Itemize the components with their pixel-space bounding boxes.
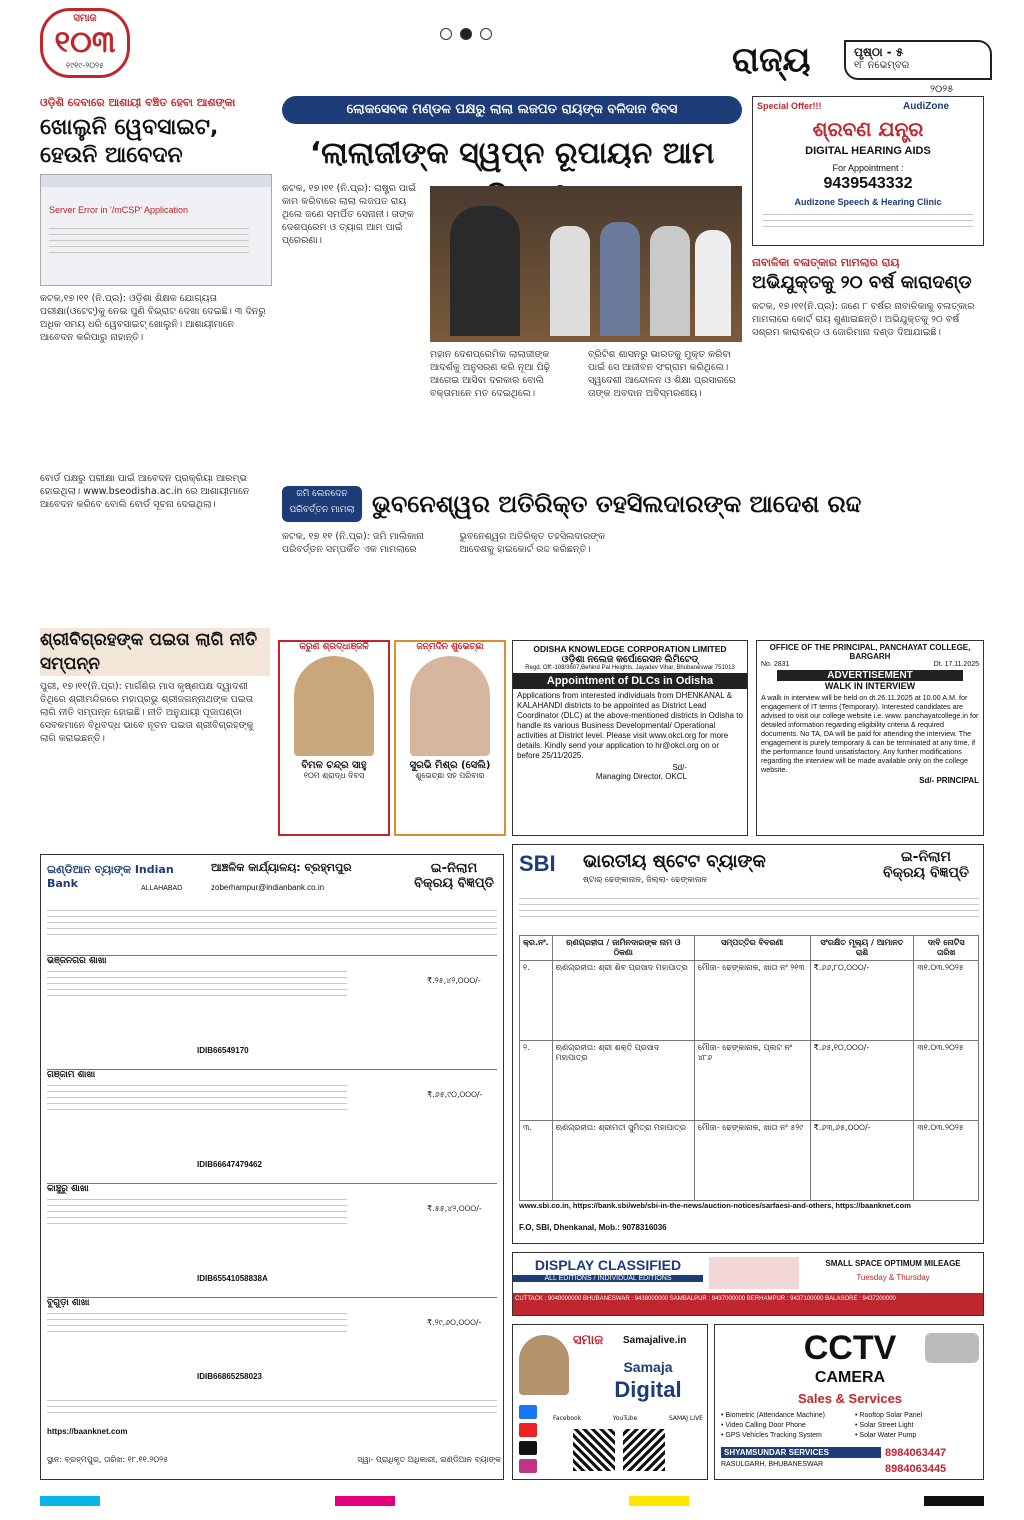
indian-bank-email[interactable]: zoberhampur@indianbank.co.in — [211, 883, 325, 892]
sbi-contact: F.O, SBI, Dhenkanal, Mob.: 9078316036 — [519, 1223, 667, 1232]
indian-bank-office: ଆଞ୍ଚଳିକ କାର୍ଯ୍ୟାଳୟ: ବ୍ରହ୍ମପୁର — [211, 861, 352, 874]
land-tag-1: ଜମି ଲେନଦେନ — [296, 489, 348, 499]
sbi-website[interactable]: www.sbi.co.in, https://bank.sbi/web/sbi-in-the-news/auction-notices/sarfaesi-and-others, https://baanknet.com — [519, 1201, 911, 1210]
branch-id: IDIB66647479462 — [197, 1160, 262, 1169]
okcl-address: Regd. Off:-108/3607,Behind Pal Heights, Jayadev Vihar, Bhubaneswar 751013 — [525, 665, 735, 671]
tribute-2-photo — [410, 656, 490, 756]
cctv-service: Sales & Services — [797, 1391, 903, 1406]
classified-small-space: SMALL SPACE OPTIMUM MILEAGE — [825, 1259, 961, 1268]
classified-sub: ALL EDITIONS / INDIVIDUAL EDITIONS — [513, 1275, 703, 1282]
otet-kicker: ଓଡ଼ିଶି ଦେବାରେ ଆଶାୟୀ ବଞ୍ଚିତ ହେବା ଆଶଙ୍କା — [40, 96, 236, 109]
sbi-col-no: କ୍ର.ନଂ. — [520, 936, 553, 961]
date-box — [844, 40, 992, 80]
samaja-digital-ad — [512, 1324, 708, 1480]
court-body: କଟକ, ୧୭।୧୧(ନି.ପ୍ର): ଜଣେ ୮ ବର୍ଷର ନାବାଳିକାକୁ ବଳାତ୍କାର ମାମଲାରେ କୋର୍ଟ ରାୟ ଶୁଣାଇଛନ୍ତି। ଅଭିଯୁକ୍ତକୁ ୨୦ ବର୍ଷ ସଶ୍ରମ କାରାଦଣ୍ଡ ଓ ଜୋରିମାନା ଦଣ୍ଡ ଦିଆଯାଇଛି। — [752, 301, 975, 338]
otet-screenshot — [40, 174, 272, 286]
indian-bank-notice-2: ବିକ୍ରୟ ବିଜ୍ଞପ୍ତି — [414, 876, 494, 891]
sbi-col-property: ସମ୍ପତ୍ତିର ବିବରଣୀ — [694, 936, 810, 961]
logo-anniversary-number: ୧୦୩ — [54, 25, 116, 60]
branch-name: ବୁଗୁଡ଼ା ଶାଖା — [47, 1298, 90, 1308]
court-story — [752, 256, 984, 486]
samaja-digital-site[interactable]: Samajalive.in — [623, 1335, 687, 1346]
indian-bank-sign: ସ୍ୱା- ପ୍ରାଧିକୃତ ଅଧିକାରୀ, ଇଣ୍ଡିଆନ ବ୍ୟାଙ୍କ — [357, 1455, 501, 1464]
okcl-body: Applications from interested individuals from DHENKANAL & KALAHANDI districts to be appointed as District Lead Coordinator (DLC) at the above-mentioned districts in Odisha to handle its various Business Developmental/ Operational activities at District level. Please visit www.okcl.org for more details. Kindly send your application to hr@okcl.org on or before 25/11/2025. — [517, 691, 743, 760]
cctv-list-right: • Rooftop Solar Panel • Solar Street Light • Solar Water Pump — [855, 1412, 923, 1439]
page-number: ପୃଷ୍ଠା - ୫ — [854, 45, 904, 59]
indian-bank-footer: ସ୍ଥାନ: ବ୍ରହ୍ମପୁର, ତାରିଖ: ୧୮.୧୧.୨୦୨୫ — [47, 1455, 169, 1464]
lead-column-1: କଟକ, ୧୭।୧୧ (ନି.ପ୍ର): ରାଷ୍ଟ୍ର ପାଇଁ କାମ କରିବାରେ ଲାଲା ଲଜପତ ରାୟ ଥିଲେ ଜଣେ ସମର୍ପିତ ସେନାନୀ। ତାଙ୍କ ଦେଶପ୍ରେମ ଓ ତ୍ୟାଗ ଆମ ପାଇଁ ପ୍ରେରଣା। — [282, 183, 417, 246]
classified-contacts: CUTTACK : 9040000000 BHUBANESWAR : 9438000000 SAMBALPUR : 9437000000 BERHAMPUR : 9437100000 BALASORE : 9437200000 — [513, 1293, 983, 1315]
audizone-ad — [752, 96, 984, 246]
okcl-ad — [512, 640, 748, 836]
otet-headline: ଖୋଲୁନି ୱେବସାଇଟ, ହେଉନି ଆବେଦନ — [40, 115, 219, 168]
indian-bank-notice-title — [411, 861, 497, 891]
ad-clinic: Audizone Speech & Hearing Clinic — [794, 197, 942, 207]
college-no: No. 2831 — [761, 661, 790, 668]
branch-id: IDIB66865258023 — [197, 1372, 262, 1381]
qr-code — [623, 1429, 665, 1471]
samaja-digital-label2: Digital — [614, 1377, 682, 1402]
section-title: ରାଜ୍ୟ — [732, 40, 811, 80]
branch-amount: ₹.୨୯,୬୦,୦୦୦/- — [427, 1318, 482, 1327]
cctv-phone-1[interactable]: 8984063447 — [885, 1447, 947, 1459]
lead-column-4: ବ୍ରିଟିଶ ଶାସନରୁ ଭାରତକୁ ମୁକ୍ତ କରିବା ପାଇଁ ସେ ଆଜୀବନ ସଂଗ୍ରାମ କରିଥିଲେ। ସ୍ୱଦେଶୀ ଆନ୍ଦୋଳନ ଓ ଶିକ୍ଷା ପ୍ରସାରରେ ତାଙ୍କ ଅବଦାନ ଅବିସ୍ମରଣୀୟ। — [588, 349, 736, 399]
youtube-icon[interactable] — [519, 1423, 537, 1437]
tribute-1-photo — [294, 656, 374, 756]
sbi-col-date: ଦାବି ନୋଟିସ ତାରିଖ — [914, 936, 979, 961]
lead-story — [282, 96, 742, 480]
issue-year: ୨୦୨୫ — [930, 84, 954, 95]
classified-banner — [512, 1252, 984, 1316]
okcl-title-en: ODISHA KNOWLEDGE CORPORATION LIMITED — [533, 644, 727, 654]
samaja-digital-label1: Samaja — [623, 1359, 673, 1375]
anniversary-logo — [40, 8, 130, 78]
table-row: ୧. ଋଣଗ୍ରହୀତା: ଶ୍ରୀ ଶିବ ପ୍ରସାଦ ମହାପାତ୍ର ମୌଜା- ଢେଙ୍କାନାଳ, ଖାତା ନଂ ୨୧୩ ₹.୬୬,୮୦,୦୦୦/- ୩୧.୦୩.୨୦୨୫ — [520, 961, 979, 1041]
tribute-1-heading: କରୁଣ ଶ୍ରଦ୍ଧାଞ୍ଜଳି — [299, 642, 369, 652]
sbi-name: ଭାରତୀୟ ଷ୍ଟେଟ ବ୍ୟାଙ୍କ — [583, 851, 766, 872]
ad-phone[interactable]: 9439543332 — [823, 175, 913, 192]
okcl-headline: Appointment of DLCs in Odisha — [513, 673, 747, 689]
sbi-col-reserve: ସଂରକ୍ଷିତ ମୂଲ୍ୟ / ଆମାନତ ରାଶି — [810, 936, 914, 961]
court-headline: ଅଭିଯୁକ୍ତକୁ ୨୦ ବର୍ଷ କାରାଦଣ୍ଡ — [752, 272, 972, 293]
land-headline: ଭୁବନେଶ୍ୱର ଅତିରିକ୍ତ ତହସିଲଦାରଙ୍କ ଆଦେଶ ରଦ୍ଦ — [372, 490, 862, 518]
server-error-text: Server Error in '/mCSP' Application — [49, 205, 188, 215]
land-tag — [282, 486, 362, 522]
indian-bank-notice — [40, 854, 504, 1480]
sbi-notice-2: ବିକ୍ରୟ ବିଜ୍ଞପ୍ତି — [883, 865, 969, 881]
tribute-2 — [394, 640, 506, 836]
tribute-2-note: ଶୁଭେଚ୍ଛା ସହ ପରିବାର — [415, 771, 485, 780]
ad-special-offer: Special Offer!!! — [757, 101, 822, 111]
cctv-phone-2[interactable]: 8984063445 — [885, 1463, 947, 1475]
x-icon[interactable] — [519, 1441, 537, 1455]
court-kicker: ନାବାଳିକା ବଳାତ୍କାର ମାମଲାର ରାୟ — [752, 256, 900, 269]
sbi-table — [519, 935, 979, 1201]
social-icons — [519, 1405, 549, 1473]
college-body: A walk in interview will be held on dt.26.11.2025 at 10.00 A.M. for engagement of IT terms (Temporary). Interested candidates are advised to visit our college website i.e. www. panchayatcollege.in for detailed information regarding eligibility criteria & required documents. No TA, DA will be paid for attending the interview. The engagement is purely temporary & can be terminated at any time, if the performance found unsatisfactory. Any further modifications regarding the interview will be made available only on the college website. — [761, 693, 979, 774]
college-title: ADVERTISEMENT — [777, 670, 963, 681]
logo-years: ୧୯୧୯-୨୦୨୫ — [66, 61, 104, 70]
branch-block — [47, 1069, 497, 1179]
cctv-ad — [714, 1324, 984, 1480]
college-sign: Sd/- PRINCIPAL — [919, 776, 979, 785]
college-sub: WALK IN INTERVIEW — [824, 681, 916, 691]
branch-block — [47, 1183, 497, 1293]
ad-brand: AudiZone — [903, 101, 950, 112]
tribute-1-note: ୧୦ମ ଶ୍ରାଦ୍ଧ ଦିବସ — [303, 771, 365, 780]
okcl-sign-title: Managing Director, OKCL — [595, 772, 687, 781]
sbi-branch: ଷ୍ଟାର୍ ଢେଙ୍କାନାଳ, ଜିଲ୍ଲା- ଢେଙ୍କାନାଳ — [583, 875, 708, 884]
branch-amount: ₹.୫୫,୪୨,୦୦୦/- — [427, 1204, 482, 1213]
tribute-1 — [278, 640, 390, 836]
lead-strap: ଲୋକସେବକ ମଣ୍ଡଳ ପକ୍ଷରୁ ଲାଲା ଲଜପତ ରାୟଙ୍କ ବଳିଦାନ ଦିବସ — [282, 96, 742, 124]
masthead — [0, 0, 1024, 95]
classified-rates — [709, 1257, 799, 1289]
branch-block — [47, 955, 497, 1065]
puri-body: ପୁରୀ, ୧୭।୧୧(ନି.ପ୍ର): ମାର୍ଗଶିର ମାସ କୃଷ୍ଣପକ୍ଷ ଦ୍ୱାଦଶୀ ତିଥିରେ ଶ୍ରୀମନ୍ଦିରରେ ମହାପ୍ରଭୁ ଶ୍ରୀଜଗନ୍ନାଥଙ୍କ ପଇତା ଲାଗି ନୀତି ସମ୍ପନ୍ନ ହୋଇଛି। ନୀତି ଅନୁଯାୟୀ ପୂଜାପଣ୍ଡା ସେବକମାନେ ବିଧିବଦ୍ଧ ଭାବେ ନୂତନ ପଇତା ଶ୍ରୀବିଗ୍ରହଙ୍କୁ ଲାଗି କରାଇଛନ୍ତି। — [40, 681, 254, 744]
branch-amount: ₹.୨୫,୪୨,୦୦୦/- — [427, 976, 481, 985]
puri-story — [40, 628, 270, 848]
color-registration-bar — [40, 1496, 984, 1508]
otet-body-1: କଟକ,୧୭।୧୧ (ନି.ପ୍ର): ଓଡ଼ିଶା ଶିକ୍ଷକ ଯୋଗ୍ୟତା ପରୀକ୍ଷା(ଓଟେଟ୍)କୁ ନେଇ ପୁଣି ବିଭ୍ରାଟ ଦେଖା ଦେଇଛି। ୩ ଦିନରୁ ଅଧିକ ସମୟ ଧରି ୱେବସାଇଟ୍ ଖୋଲୁନି। ଆଶାୟୀମାନେ ଆବେଦନ କରିପାରୁ ନାହାନ୍ତି। — [40, 293, 266, 343]
cctv-company: SHYAMSUNDAR SERVICES — [721, 1447, 881, 1458]
table-row: ୩. ଋଣଗ୍ରହୀତା: ଶ୍ରୀମତୀ ସୁମିତ୍ରା ମହାପାତ୍ର ମୌଜା- ଢେଙ୍କାନାଳ, ଖାତା ନଂ ୫୨୯ ₹.୬୩,୬୫,୦୦୦/- ୩୧.୦୩.୨୦୨୫ — [520, 1121, 979, 1201]
logo-brand: ସମାଜ — [73, 13, 97, 24]
land-tag-2: ପରିବର୍ତ୍ତନ ମାମଲା — [289, 505, 355, 515]
branch-block — [47, 1297, 497, 1387]
camera-icon — [925, 1333, 979, 1363]
college-dt: Dt. 17.11.2025 — [933, 661, 979, 668]
instagram-icon[interactable] — [519, 1459, 537, 1473]
tribute-1-name: ବିମଳ ଚନ୍ଦ୍ର ସାହୁ — [301, 760, 367, 771]
land-story — [282, 486, 984, 626]
samaja-social-labels: Facebook YouTube SAMAJ LIVE — [553, 1415, 703, 1422]
cctv-list-left: • Biometric (Attendance Machine) • Video Calling Door Phone • GPS Vehicles Tracking System — [721, 1412, 825, 1439]
qr-code — [573, 1429, 615, 1471]
ad-subtitle: DIGITAL HEARING AIDS — [805, 145, 931, 157]
samaja-digital-brand: ସମାଜ — [573, 1333, 604, 1348]
otet-body-2: ବୋର୍ଡ ପକ୍ଷରୁ ପରୀକ୍ଷା ପାଇଁ ଆବେଦନ ପ୍ରକ୍ରିୟା ଆରମ୍ଭ ହୋଇଥିଲା। www.bseodisha.ac.in ରେ ଆଶାୟୀମାନେ ଆବେଦନ କରିବେ ବୋଲି ବୋର୍ଡ ସୂଚନା ଦେଇଥିଲା। — [40, 473, 250, 510]
puri-headline: ଶ୍ରୀବିଗ୍ରହଙ୍କ ପଇତା ଲାଗି ନୀତି ସମ୍ପନ୍ନ — [40, 628, 270, 676]
indian-bank-notice-1: ଇ-ନିଲାମ — [430, 861, 478, 876]
lead-column-3: ମହାନ ଦେଶପ୍ରେମିକ ଲାଲାଜୀଙ୍କ ଆଦର୍ଶକୁ ଅନୁସରଣ କରି ନୂଆ ପିଢ଼ି ଆଗେଇ ଆସିବା ଦରକାର ବୋଲି ବକ୍ତାମାନେ ମତ ଦେଇଥିଲେ। — [430, 349, 551, 399]
classified-days: Tuesday & Thursday — [856, 1273, 930, 1282]
land-body: କଟକ, ୧୭ ୧୧ (ନି.ପ୍ର): ଜମି ମାଲିକାନା ପରିବର୍ତ୍ତନ ସମ୍ପର୍କିତ ଏକ ମାମଲାରେ ଭୁବନେଶ୍ୱର ଅତିରିକ୍ତ ତହସିଲଦାରଙ୍କ ଆଦେଶକୁ ହାଇକୋର୍ଟ ରଦ୍ଦ କରିଛନ୍ତି। — [282, 531, 606, 555]
indian-bank-allahabad: ALLAHABAD — [141, 885, 183, 892]
sbi-notice — [512, 844, 984, 1244]
lead-photo — [430, 186, 742, 342]
facebook-icon[interactable] — [519, 1405, 537, 1419]
ad-headline: ଶ୍ରବଣ ଯନ୍ତ୍ର — [812, 117, 924, 141]
ad-appointment: For Appointment : — [832, 163, 904, 173]
branch-name: ଗଞ୍ଜାମ ଶାଖା — [47, 1070, 96, 1080]
otet-story — [40, 96, 270, 626]
section-banner — [732, 40, 992, 80]
classified-title: DISPLAY CLASSIFIED — [534, 1257, 682, 1273]
tribute-2-heading: ଜନ୍ମଦିନ ଶୁଭେଚ୍ଛା — [416, 642, 484, 652]
college-ad — [756, 640, 984, 836]
table-row: ୨. ଋଣଗ୍ରହୀତା: ଶ୍ରୀ ଶକ୍ତି ପ୍ରସାଦ ମହାପାତ୍ର ମୌଜା- ଢେଙ୍କାନାଳ, ପ୍ଲଟ ନଂ ୪୮୬ ₹.୬୫,୧୦,୦୦୦/- ୩୧.୦୩.୨୦୨୫ — [520, 1041, 979, 1121]
cctv-address: RASULGARH, BHUBANESWAR — [721, 1461, 824, 1468]
cctv-title: CCTV — [803, 1329, 897, 1367]
branch-name: କାଞ୍ଚୁରୁ ଶାଖା — [47, 1184, 89, 1194]
cctv-sub: CAMERA — [814, 1369, 886, 1386]
okcl-sign: Sd/- — [672, 763, 687, 772]
branch-id: IDIB65541058838A — [197, 1274, 268, 1283]
registration-marks — [440, 28, 590, 44]
tribute-2-name: ସୁରଭି ମିଶ୍ର (ସେଲି) — [409, 760, 491, 771]
indian-bank-website[interactable]: https://baanknet.com — [47, 1427, 128, 1436]
branch-amount: ₹.୬୫,୯୦,୦୦୦/- — [427, 1090, 483, 1099]
sbi-col-borrower: ଋଣଗ୍ରହୀତା / ଜାମିନଦାରଙ୍କ ନାମ ଓ ଠିକଣା — [552, 936, 694, 961]
college-office: OFFICE OF THE PRINCIPAL, PANCHAYAT COLLEGE, BARGARH — [769, 643, 971, 661]
branch-name: ଭଞ୍ଜନଗର ଶାଖା — [47, 956, 107, 966]
sbi-notice-title — [873, 849, 979, 881]
indian-bank-logo: ଇଣ୍ଡିଆନ ବ୍ୟାଙ୍କ Indian Bank — [47, 863, 174, 890]
samaja-founder-photo — [519, 1335, 569, 1395]
sbi-logo: SBI — [519, 851, 556, 876]
branch-id: IDIB66549170 — [197, 1046, 249, 1055]
lead-headline: ‘ଲାଲାଜୀଙ୍କ ସ୍ୱପ୍ନ ରୂପାୟନ ଆମ — [309, 136, 715, 171]
okcl-title-or: ଓଡ଼ିଶା ନଲେଜ କର୍ପୋରେସନ ଲିମିଟେଡ୍ — [561, 654, 699, 665]
issue-date: ୧୮ ନଭେମ୍ବର — [854, 60, 910, 71]
sbi-notice-1: ଇ-ନିଲାମ — [900, 849, 951, 865]
